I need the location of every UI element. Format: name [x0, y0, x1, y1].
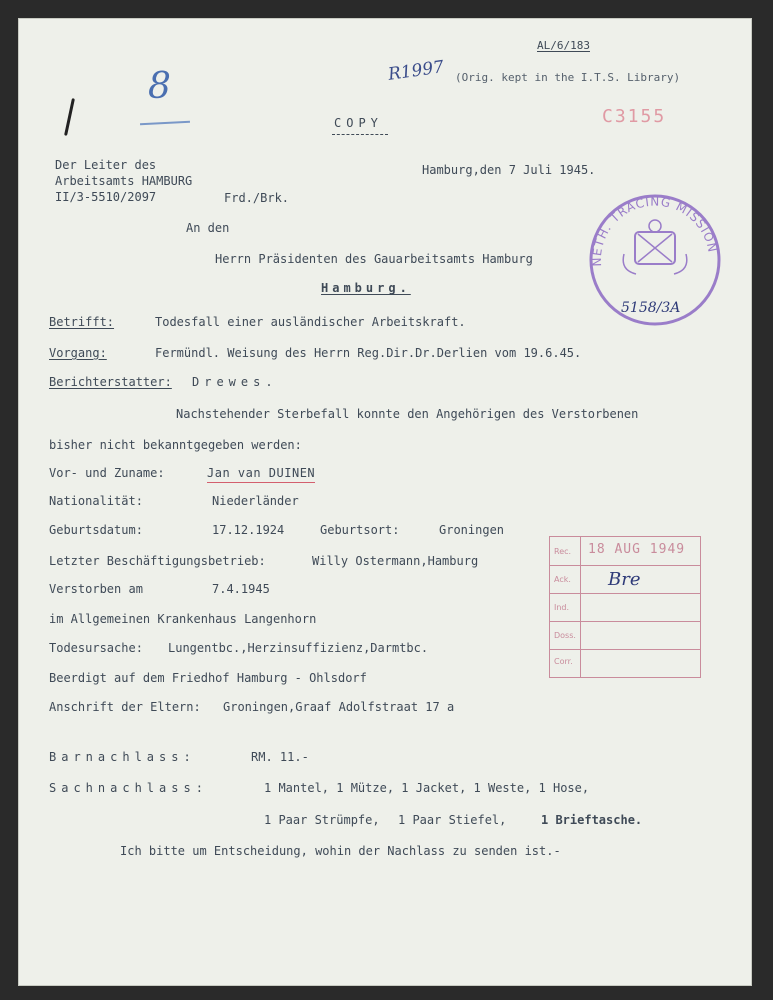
handwritten-number: 8: [148, 66, 171, 107]
employer-value: Willy Ostermann,Hamburg: [312, 554, 479, 568]
document-page: [18, 18, 752, 986]
cause-label: Todesursache:: [49, 641, 143, 655]
received-stamp-label: Rec.: [554, 547, 572, 556]
recipient-name: Herrn Präsidenten des Gauarbeitsamts Hamburg: [215, 252, 533, 266]
origin-note: (Orig. kept in the I.T.S. Library): [455, 71, 681, 84]
nationality-value: Niederländer: [212, 494, 299, 508]
received-stamp-row: [550, 649, 700, 650]
betrifft-value: Todesfall einer ausländischer Arbeitskraft.: [155, 315, 466, 329]
closing-line: Ich bitte um Entscheidung, wohin der Nachlass zu senden ist.-: [120, 844, 561, 858]
name-label: Vor- und Zuname:: [49, 466, 165, 480]
received-stamp-label: Corr.: [554, 657, 573, 666]
cause-value: Lungentbc.,Herzinsuffizienz,Darmtbc.: [168, 641, 429, 655]
svg-text:NETH. TRACING MISSION: [590, 195, 720, 267]
vorgang-label: Vorgang:: [49, 346, 107, 360]
property-estate-line-1: 1 Mantel, 1 Mütze, 1 Jacket, 1 Weste, 1 Hose,: [264, 781, 590, 795]
cash-estate-value: RM. 11.-: [251, 750, 309, 764]
copy-heading: COPY: [334, 116, 383, 130]
name-value: Jan van DUINEN: [207, 466, 315, 483]
vorgang-value: Fermündl. Weisung des Herrn Reg.Dir.Dr.Derlien vom 19.6.45.: [155, 346, 582, 360]
hospital-line: im Allgemeinen Krankenhaus Langenhorn: [49, 612, 317, 626]
received-stamp-row: [550, 621, 700, 622]
received-stamp-label: Doss.: [554, 631, 576, 640]
recipient-an: An den: [186, 221, 230, 235]
received-stamp-box: [549, 536, 701, 678]
handwritten-underline: [140, 121, 190, 126]
received-stamp-divider: [580, 537, 581, 677]
received-stamp-row: [550, 593, 700, 594]
birthplace-label: Geburtsort:: [320, 523, 400, 537]
stamp-arc-text: NETH. TRACING MISSION: [589, 194, 720, 267]
employer-label: Letzter Beschäftigungsbetrieb:: [49, 554, 266, 568]
nationality-label: Nationalität:: [49, 494, 143, 508]
birthplace-value: Groningen: [439, 523, 505, 537]
parents-label: Anschrift der Eltern:: [49, 700, 201, 714]
parents-value: Groningen,Graaf Adolfstraat 17 a: [223, 700, 455, 714]
estate-item-socks: 1 Paar Strümpfe,: [264, 813, 380, 827]
death-date-value: 7.4.1945: [212, 582, 270, 596]
sender-initials: Frd./Brk.: [224, 191, 290, 205]
intro-line-1: Nachstehender Sterbefall konnte den Angehörigen des Verstorbenen: [176, 407, 639, 421]
handwritten-reference: R1997: [386, 57, 446, 85]
birthdate-label: Geburtsdatum:: [49, 523, 143, 537]
betrifft-label: Betrifft:: [49, 315, 115, 329]
intro-line-2: bisher nicht bekanntgegeben werden:: [49, 438, 302, 452]
archive-reference: AL/6/183: [537, 39, 590, 52]
copy-underline: [332, 134, 388, 135]
estate-item-boots: 1 Paar Stiefel,: [398, 813, 507, 827]
burial-line: Beerdigt auf dem Friedhof Hamburg - Ohlsdorf: [49, 671, 367, 685]
recipient-city: Hamburg.: [321, 281, 411, 295]
sender-line-1: Der Leiter des: [55, 158, 157, 172]
date-line: Hamburg,den 7 Juli 1945.: [422, 163, 596, 177]
received-stamp-initials: Bre: [608, 569, 641, 590]
sender-reference: II/3-5510/2097: [55, 190, 157, 204]
received-stamp-row: [550, 565, 700, 566]
death-date-label: Verstorben am: [49, 582, 143, 596]
pencil-tick-mark: [64, 98, 75, 136]
berichterstatter-label: Berichterstatter:: [49, 375, 172, 389]
cash-estate-label: Barnachlass:: [49, 750, 196, 764]
stamp-handwritten-number: 5158/3A: [621, 300, 681, 316]
berichterstatter-value: Drewes.: [192, 375, 278, 389]
received-stamp-label: Ind.: [554, 603, 570, 612]
received-stamp-label: Ack.: [554, 575, 571, 584]
estate-item-wallet: 1 Brieftasche.: [541, 813, 643, 827]
received-stamp-date: 18 AUG 1949: [588, 542, 686, 557]
sender-line-2: Arbeitsamts HAMBURG: [55, 174, 193, 188]
birthdate-value: 17.12.1924: [212, 523, 285, 537]
property-estate-label: Sachnachlass:: [49, 781, 208, 795]
document-stamp-number: C3155: [602, 106, 667, 127]
